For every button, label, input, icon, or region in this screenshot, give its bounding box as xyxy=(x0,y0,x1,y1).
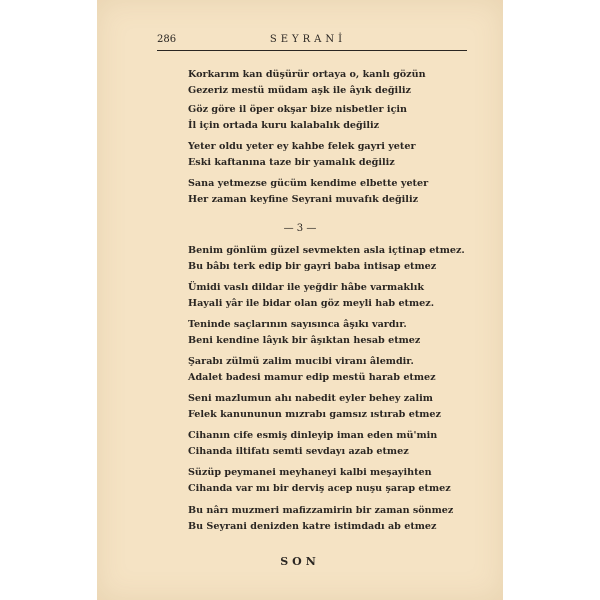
verse-line: Ümidi vaslı dildar ile yeğdir hâbe varmaklık xyxy=(188,282,424,293)
verse-line: Beni kendine lâyık bir âşıktan hesab etmez xyxy=(188,335,421,346)
header-rule xyxy=(157,50,467,51)
book-page xyxy=(97,0,503,600)
verse-line: Adalet badesi mamur edip mestü harab etmez xyxy=(188,372,436,383)
verse-line: Göz göre il öper okşar bize nisbetler için xyxy=(188,104,408,115)
stanza xyxy=(188,102,407,134)
stanza xyxy=(188,465,451,497)
verse-line: İl için ortada kuru kalabalık değiliz xyxy=(188,120,380,131)
section-number: — 3 — xyxy=(283,223,317,234)
page-header xyxy=(157,34,459,48)
stanza xyxy=(188,243,465,275)
closing-word: SON xyxy=(280,555,320,568)
verse-line: Hayali yâr ile bidar olan göz meyli hab etmez. xyxy=(188,298,435,309)
verse-line: Bu nârı muzmeri mafizzamirin bir zaman sönmez xyxy=(188,505,454,516)
stanza xyxy=(188,176,428,208)
verse-line: Seni mazlumun ahı nabedit eyler behey zalim xyxy=(188,393,433,404)
page-number: 286 xyxy=(157,34,177,45)
verse-line: Korkarım kan düşürür ortaya o, kanlı gözün xyxy=(188,69,426,80)
stanza xyxy=(188,139,416,171)
verse-line: Şarabı zülmü zalim mucibi viranı âlemdir. xyxy=(188,356,414,367)
verse-line: Teninde saçlarının sayısınca âşıkı vardır. xyxy=(188,319,407,330)
verse-line: Cihanda var mı bir derviş acep nuşu şarap etmez xyxy=(188,483,451,494)
verse-line: Süzüp peymanei meyhaneyi kalbi meşayihten xyxy=(188,467,432,478)
stanza xyxy=(188,391,441,423)
stanza xyxy=(188,317,420,349)
running-title: SEYRANİ xyxy=(269,34,347,45)
stanza xyxy=(188,428,437,460)
stanza xyxy=(188,503,453,535)
stanza xyxy=(188,354,436,386)
verse-line: Bu Seyrani denizden katre istimdadı ab etmez xyxy=(188,521,437,532)
verse-line: Felek kanununun mızrabı gamsız ıstırab etmez xyxy=(188,409,441,420)
verse-line: Bu bâbı terk edip bir gayri baba intisap etmez xyxy=(188,261,437,272)
verse-line: Yeter oldu yeter ey kahbe felek gayri yeter xyxy=(188,141,416,152)
stanza xyxy=(188,280,434,312)
stanza xyxy=(188,67,426,99)
verse-line: Cihanda iltifatı semti sevdayı azab etmez xyxy=(188,446,409,457)
verse-line: Sana yetmezse gücüm kendime elbette yeter xyxy=(188,178,429,189)
verse-line: Eski kaftanına taze bir yamalık değiliz xyxy=(188,157,395,168)
verse-line: Benim gönlüm güzel sevmekten asla içtinap etmez. xyxy=(188,245,465,256)
verse-line: Cihanın cife esmiş dinleyip iman eden mü'min xyxy=(188,430,438,441)
verse-line: Her zaman keyfine Seyrani muvafık değiliz xyxy=(188,194,419,205)
verse-line: Gezeriz mestü müdam aşk ile âyık değiliz xyxy=(188,85,411,96)
